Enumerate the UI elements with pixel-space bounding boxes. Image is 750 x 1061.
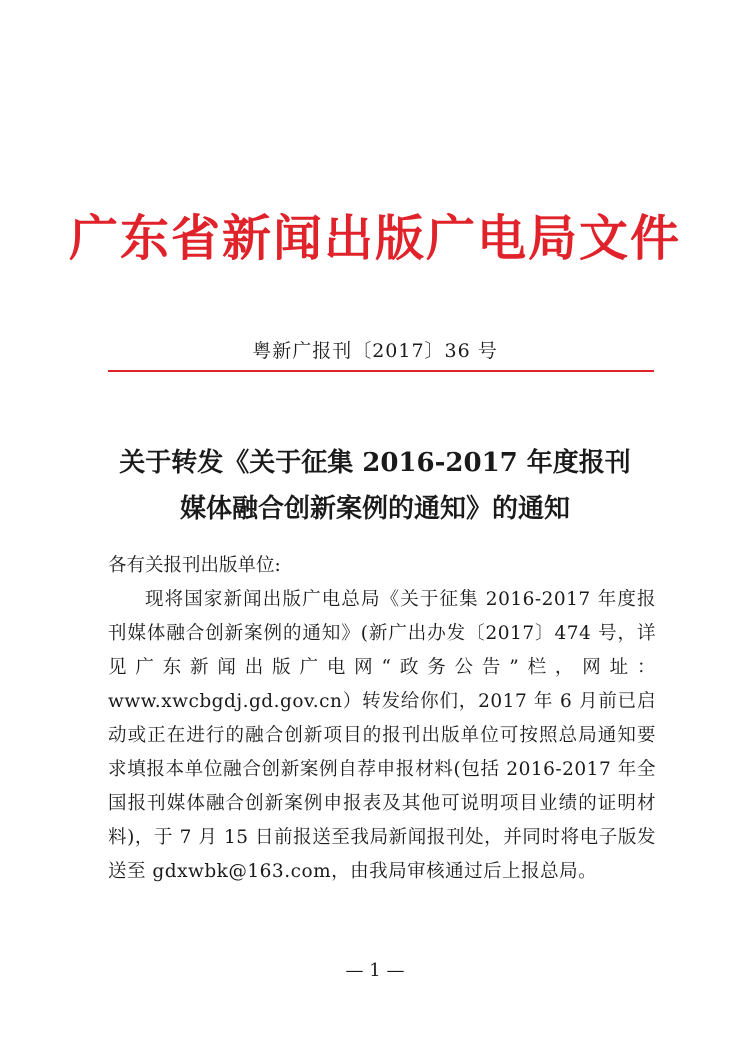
subject-title-line-2: 媒体融合创新案例的通知》的通知	[179, 494, 570, 524]
body-text	[108, 549, 656, 889]
document-number: 粤新广报刊〔2017〕36 号	[252, 340, 498, 362]
page-number: — 1 —	[345, 960, 405, 981]
subject-title	[0, 440, 750, 532]
body-paragraph: 现将国家新闻出版广电总局《关于征集 2016-2017 年度报刊媒体融合创新案例的通知》(新广出办发〔2017〕474 号，详见广东新闻出版广电网“政务公告”栏，网址：www.xwcbgdj.gd.gov.cn）转发给你们，2017 年 6 月前已启动或正在进行的融合创新项目的报刊出版单位可按照总局通知要求填报本单位融合创新案例自荐申报材料(包括 2016-2017 年全国报刊媒体融合创新案例申报表及其他可说明项目业绩的证明材料)，于 7 月 15 日前报送至我局新闻报刊处，并同时将电子版发送至 gdxwbk@163.com，由我局审核通过后上报总局。	[108, 589, 656, 882]
red-divider-line	[108, 370, 654, 372]
agency-header-title: 广东省新闻出版广电局文件	[68, 209, 681, 267]
salutation: 各有关报刊出版单位:	[108, 555, 281, 576]
subject-title-line-1: 关于转发《关于征集 2016-2017 年度报刊	[119, 448, 631, 478]
